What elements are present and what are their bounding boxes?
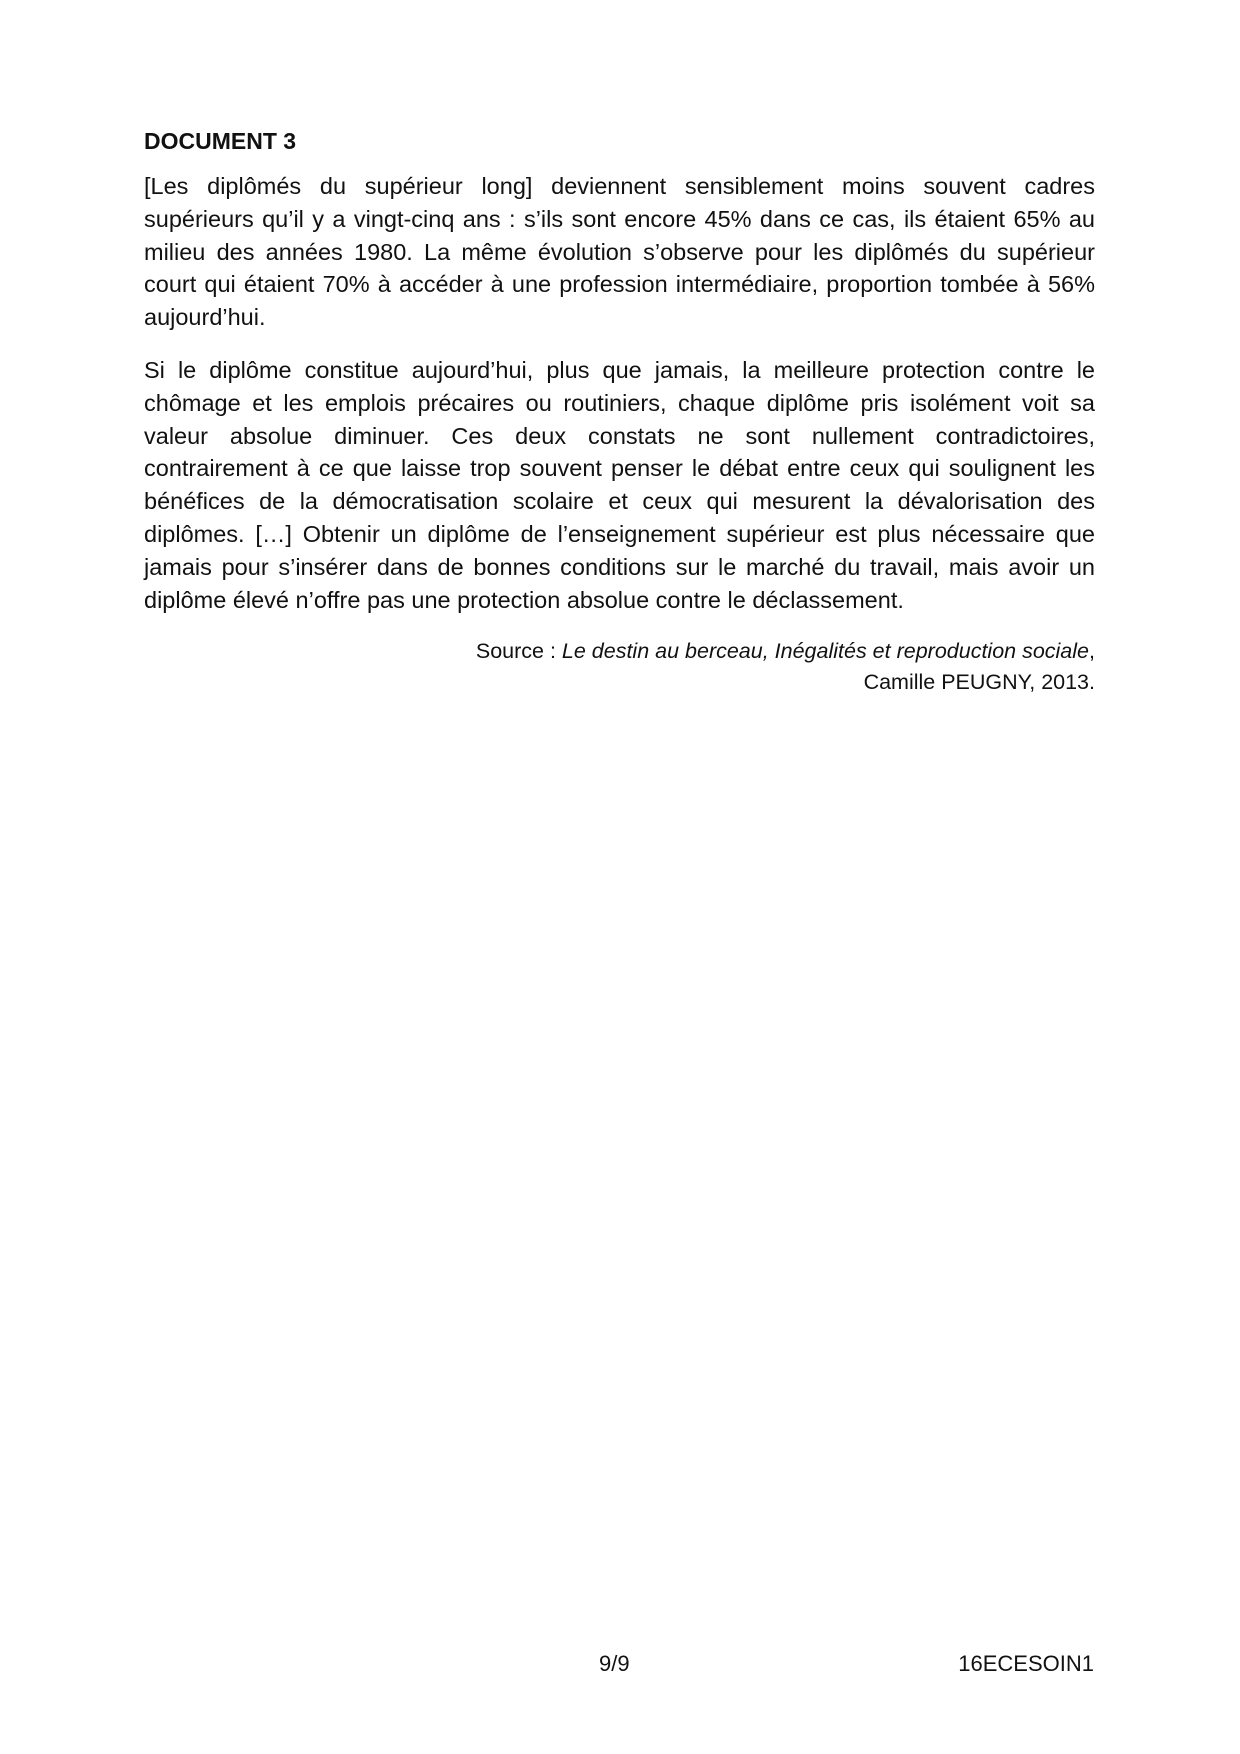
source-comma: ,: [1089, 639, 1095, 664]
document-body: [144, 126, 1095, 698]
page-number: 9/9: [599, 1651, 630, 1676]
document-code: 16ECESOIN1: [958, 1651, 1094, 1676]
source-work-title: Le destin au berceau, Inégalités et reproduction sociale: [561, 639, 1090, 664]
source-author-year: Camille PEUGNY, 2013.: [863, 670, 1095, 695]
document-title: DOCUMENT 3: [144, 128, 297, 154]
paragraph-2: Si le diplôme constitue aujourd’hui, plus que jamais, la meilleure protection contre le chômage et les emplois précaires ou routiniers, chaque diplôme pris isolément voit sa valeur absolue diminuer. Ces deux constats ne sont nullement contradictoires, contrairement à ce que laisse trop souvent penser le débat entre ceux qui soulignent les bénéfices de la démocratisation scolaire et ceux qui mesurent la dévalorisation des diplômes. […] Obtenir un diplôme de l’enseignement supérieur est plus nécessaire que jamais pour s’insérer dans de bonnes conditions sur le marché du travail, mais avoir un diplôme élevé n’offre pas une protection absolue contre le déclassement.: [144, 356, 1095, 613]
paragraph-1: [Les diplômés du supérieur long] deviennent sensiblement moins souvent cadres supérieurs qu’il y a vingt-cinq ans : s’ils sont encore 45% dans ce cas, ils étaient 65% au milieu des années 1980. La même évolution s’observe pour les diplômés du supérieur court qui étaient 70% à accéder à une profession intermédiaire, proportion tombée à 56% aujourd’hui.: [144, 173, 1095, 331]
source-prefix: Source :: [475, 639, 562, 664]
source-citation: [144, 636, 1095, 698]
